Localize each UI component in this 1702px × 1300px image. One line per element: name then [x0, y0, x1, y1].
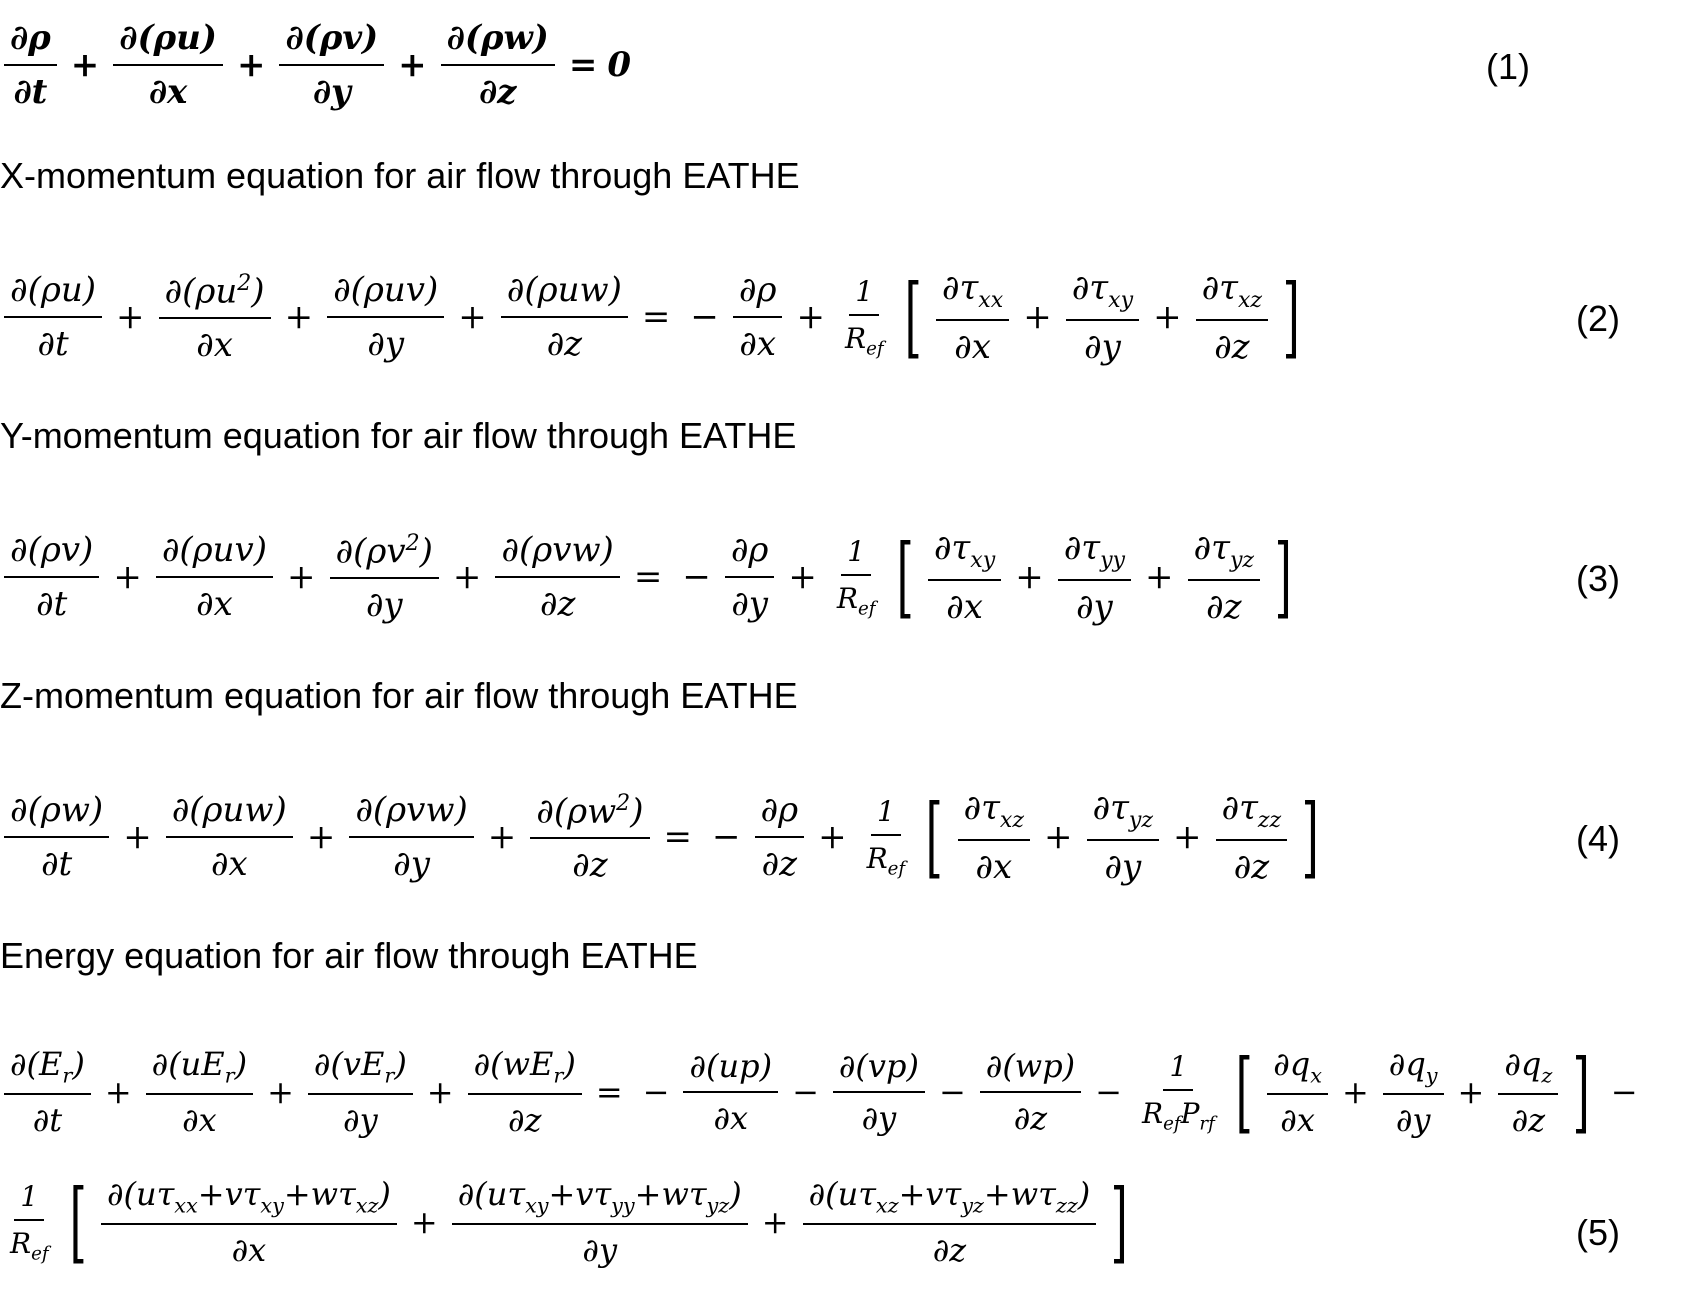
denominator: ∂x	[196, 584, 233, 625]
numerator: ∂(ρu)	[4, 270, 102, 318]
denominator: ∂x	[946, 586, 983, 627]
fraction	[1498, 1045, 1558, 1139]
operator: +	[487, 817, 517, 858]
operator: +	[287, 557, 316, 598]
operator: =	[663, 817, 692, 858]
operator: −	[682, 557, 711, 598]
denominator: $R_{ef}$	[844, 322, 884, 360]
y-momentum-equation	[0, 525, 1302, 629]
fraction	[1087, 788, 1160, 887]
denominator: ∂x	[182, 1101, 217, 1140]
operator: +	[1153, 297, 1182, 338]
operator: +	[818, 817, 847, 858]
numerator: $\partial q_y$	[1383, 1045, 1444, 1095]
operator: −	[712, 817, 741, 858]
numerator: ∂(vp)	[833, 1047, 925, 1093]
numerator: ∂(ρuw)	[166, 790, 293, 838]
fraction	[958, 788, 1031, 887]
numerator: $\partial(vE_r)$	[308, 1045, 413, 1095]
fraction	[1066, 268, 1139, 367]
fraction	[530, 790, 649, 885]
fraction	[833, 1047, 925, 1137]
fraction	[683, 1047, 778, 1137]
numerator: ∂ρ	[755, 790, 805, 838]
fraction	[101, 1175, 397, 1269]
numerator: $\partial\tau_{yz}$	[1188, 528, 1261, 581]
denominator: ∂t	[40, 844, 73, 885]
operator: +	[426, 1073, 454, 1112]
heading-energy: Energy equation for air flow through EATHE	[0, 935, 698, 976]
heading-z-momentum: Z-momentum equation for air flow through EATHE	[0, 675, 798, 716]
operator: +	[1145, 557, 1174, 598]
plus-operator: +	[70, 45, 100, 85]
numerator: $\partial\tau_{xz}$	[1196, 268, 1269, 321]
operator: +	[113, 557, 142, 598]
operator: +	[761, 1203, 789, 1242]
numerator: $\partial(wE_r)$	[468, 1045, 582, 1095]
denominator: ∂y	[1075, 586, 1113, 627]
numerator: $\partial\tau_{yz}$	[1087, 788, 1160, 841]
plus-operator: +	[398, 45, 427, 85]
equation-number: (5)	[1576, 1212, 1620, 1253]
operator: −	[792, 1073, 819, 1112]
x-momentum-equation	[0, 265, 1310, 369]
bracket: ]	[1301, 785, 1319, 889]
denominator: ∂z	[539, 584, 576, 625]
bracket: [	[1235, 1040, 1253, 1144]
numerator: $\partial(uE_r)$	[146, 1045, 253, 1095]
numerator: $\partial\tau_{zz}$	[1216, 788, 1288, 841]
fraction	[1196, 268, 1269, 367]
denominator: ∂y	[731, 584, 769, 625]
fraction	[831, 535, 882, 620]
fraction	[1216, 788, 1288, 887]
fraction	[1383, 1045, 1444, 1139]
numerator: ∂(ρv)	[279, 18, 384, 66]
fraction	[308, 1045, 413, 1139]
numerator: ∂ρ	[725, 530, 775, 578]
denominator: ∂y	[343, 1101, 378, 1140]
denominator: ∂x	[954, 326, 991, 367]
fraction	[725, 530, 775, 624]
denominator: ∂z	[1511, 1101, 1546, 1140]
denominator: ∂y	[312, 72, 351, 112]
numerator: ∂(ρuv)	[156, 530, 273, 578]
operator: +	[284, 297, 314, 338]
numerator: 1	[1163, 1050, 1193, 1091]
numerator: ∂(ρuv)	[327, 270, 444, 318]
operator: +	[267, 1073, 294, 1112]
bracket: [	[896, 525, 914, 629]
denominator: ∂z	[1013, 1099, 1048, 1138]
denominator: ∂z	[508, 1101, 542, 1140]
operator: +	[1044, 817, 1073, 858]
denominator: ∂x	[210, 844, 248, 885]
fraction	[156, 530, 273, 624]
fraction	[146, 1045, 253, 1139]
numerator: $\partial(u\tau_{xz}+v\tau_{yz}+w\tau_{zz})$	[803, 1175, 1097, 1225]
fraction	[980, 1047, 1081, 1137]
operator: −	[938, 1073, 966, 1112]
equals-operator: =	[568, 45, 598, 85]
fraction	[1267, 1045, 1328, 1139]
denominator: ∂t	[37, 324, 69, 365]
numerator: 1	[849, 275, 879, 316]
numerator: $\partial(\rho v^2)$	[330, 530, 439, 579]
numerator: $\partial\tau_{xz}$	[958, 788, 1031, 841]
numerator: ∂(wp)	[980, 1047, 1081, 1093]
numerator: ∂(up)	[683, 1047, 778, 1093]
denominator: ∂x	[713, 1099, 749, 1138]
fraction	[1188, 528, 1261, 627]
fraction	[861, 795, 912, 880]
fraction	[279, 18, 384, 112]
operator: +	[458, 297, 487, 338]
numerator: $\partial(E_r)$	[4, 1045, 91, 1095]
denominator: ∂y	[582, 1231, 618, 1270]
fraction	[1058, 528, 1131, 627]
operator: +	[1023, 297, 1052, 338]
operator: +	[1457, 1073, 1485, 1112]
fraction	[441, 18, 555, 112]
operator: +	[123, 817, 152, 858]
denominator: ∂z	[932, 1231, 967, 1270]
denominator: ∂x	[975, 846, 1013, 887]
denominator: ∂y	[365, 585, 403, 626]
denominator: $R_{ef}$	[10, 1226, 49, 1265]
denominator: ∂x	[1280, 1101, 1315, 1140]
operator: +	[410, 1203, 438, 1242]
operator: +	[452, 557, 482, 598]
numerator: ∂(ρuw)	[501, 270, 628, 318]
numerator: $\partial q_z$	[1498, 1045, 1558, 1095]
numerator: ∂ρ	[4, 18, 57, 66]
denominator: ∂y	[1104, 846, 1142, 887]
fraction	[928, 528, 1001, 627]
energy-equation-line2	[0, 1170, 1139, 1274]
numerator: $\partial(u\tau_{xx}+v\tau_{xy}+w\tau_{xz})$	[101, 1175, 397, 1225]
numerator: ∂(ρu)	[113, 18, 223, 66]
fraction	[495, 530, 619, 624]
fraction	[4, 1045, 91, 1139]
bracket: ]	[1110, 1170, 1128, 1274]
denominator: ∂x	[739, 324, 777, 365]
bracket: [	[925, 785, 943, 889]
denominator: ∂y	[1083, 326, 1121, 367]
fraction	[4, 270, 102, 364]
fraction	[468, 1045, 582, 1139]
operator: =	[595, 1073, 623, 1112]
numerator: $\partial\tau_{xy}$	[1066, 268, 1139, 321]
fraction	[1136, 1050, 1221, 1135]
denominator: ∂y	[1395, 1101, 1431, 1140]
denominator: ∂t	[13, 72, 48, 112]
operator: −	[690, 297, 719, 338]
denominator: ∂t	[36, 584, 68, 625]
bracket: ]	[1274, 525, 1292, 629]
numerator: ∂ρ	[733, 270, 783, 318]
numerator: $\partial\tau_{xx}$	[936, 268, 1009, 321]
numerator: ∂(ρv)	[4, 530, 99, 578]
denominator: ∂z	[761, 844, 798, 885]
rhs-zero: 0	[607, 45, 632, 85]
denominator: ∂x	[231, 1231, 267, 1270]
fraction	[452, 1175, 748, 1269]
fraction	[755, 790, 805, 884]
denominator: ∂z	[572, 845, 608, 886]
bracket: ]	[1282, 265, 1300, 369]
denominator: ∂z	[546, 324, 583, 365]
bracket: [	[69, 1170, 87, 1274]
fraction	[327, 270, 444, 364]
fraction	[4, 18, 57, 112]
operator: +	[104, 1073, 132, 1112]
fraction	[166, 790, 293, 884]
numerator: $\partial(u\tau_{xy}+v\tau_{yy}+w\tau_{yz})$	[452, 1175, 748, 1225]
energy-equation-line1	[0, 1040, 1648, 1144]
fraction	[4, 530, 99, 624]
numerator: 1	[841, 535, 871, 576]
equation-number: (4)	[1576, 818, 1620, 859]
numerator: ∂(ρvw)	[495, 530, 619, 578]
operator: +	[1173, 817, 1202, 858]
numerator: ∂(ρvw)	[349, 790, 473, 838]
denominator: ∂y	[861, 1099, 897, 1138]
fraction	[501, 270, 628, 364]
fraction	[330, 530, 439, 625]
operator: −	[1095, 1073, 1122, 1112]
bracket: [	[904, 265, 922, 369]
equation-number: (3)	[1576, 558, 1620, 599]
numerator: ∂(ρw)	[4, 790, 109, 838]
denominator: ∂z	[1214, 326, 1250, 367]
denominator: ∂t	[32, 1101, 63, 1140]
numerator: $\partial\tau_{xy}$	[928, 528, 1001, 581]
denominator: ∂x	[148, 72, 188, 112]
numerator: 1	[14, 1180, 44, 1221]
fraction	[839, 275, 890, 360]
operator: +	[796, 297, 825, 338]
denominator: $R_{ef}P_{rf}$	[1141, 1096, 1215, 1135]
continuity-equation	[0, 18, 631, 112]
operator: +	[1341, 1073, 1369, 1112]
fraction	[936, 268, 1009, 367]
equation-number: (2)	[1576, 298, 1620, 339]
operator: +	[306, 817, 336, 858]
heading-x-momentum: X-momentum equation for air flow through EATHE	[0, 155, 800, 196]
fraction	[113, 18, 223, 112]
operator: −	[642, 1073, 670, 1112]
numerator: 1	[871, 795, 901, 836]
denominator: $R_{ef}$	[836, 582, 876, 620]
fraction	[349, 790, 473, 884]
numerator: $\partial(\rho u^2)$	[159, 270, 271, 319]
denominator: ∂z	[1206, 586, 1242, 627]
denominator: ∂y	[393, 844, 430, 885]
bracket: ]	[1572, 1040, 1591, 1144]
numerator: $\partial\tau_{yy}$	[1058, 528, 1131, 581]
denominator: $R_{ef}$	[866, 842, 906, 880]
operator: +	[116, 297, 145, 338]
fraction	[159, 270, 271, 365]
z-momentum-equation	[0, 785, 1330, 889]
denominator: ∂x	[196, 325, 233, 366]
fraction	[4, 790, 109, 884]
operator: +	[788, 557, 817, 598]
numerator: $\partial q_x$	[1267, 1045, 1328, 1095]
operator: =	[641, 297, 671, 338]
numerator: $\partial(\rho w^2)$	[530, 790, 649, 839]
denominator: ∂z	[479, 72, 517, 112]
heading-y-momentum: Y-momentum equation for air flow through EATHE	[0, 415, 797, 456]
fraction	[733, 270, 783, 364]
denominator: ∂z	[1233, 846, 1270, 887]
equation-number: (1)	[1486, 46, 1530, 87]
numerator: ∂(ρw)	[441, 18, 555, 66]
fraction	[4, 1180, 55, 1265]
operator: −	[1610, 1073, 1638, 1112]
fraction	[803, 1175, 1097, 1269]
plus-operator: +	[236, 45, 266, 85]
denominator: ∂y	[367, 324, 405, 365]
operator: =	[633, 557, 663, 598]
operator: +	[1015, 557, 1044, 598]
